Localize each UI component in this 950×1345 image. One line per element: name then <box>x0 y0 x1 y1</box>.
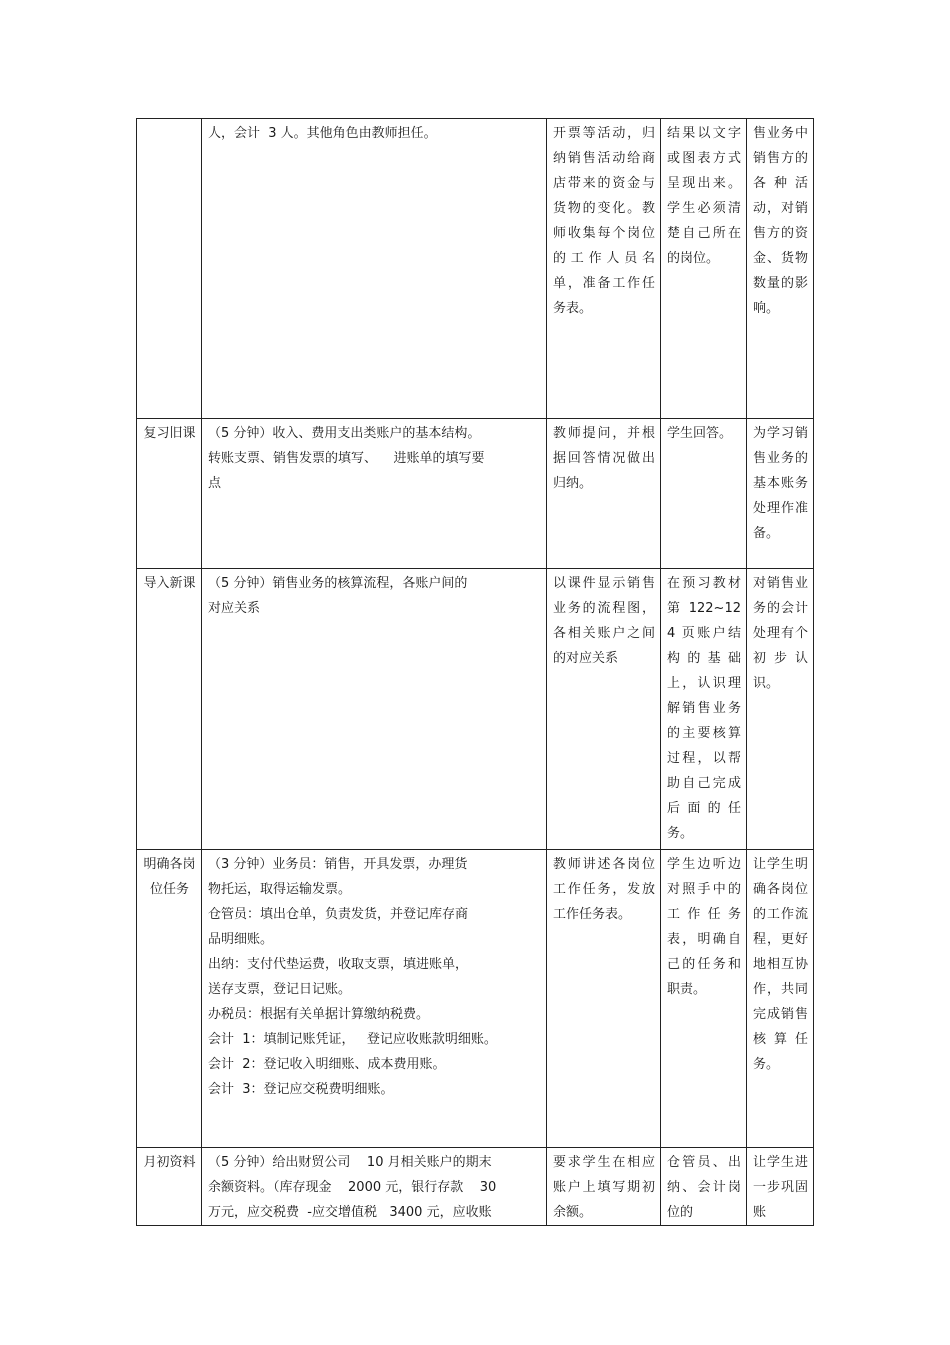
student-activity-cell: 学生边听边对照手中的工作任务表，明确自己的任务和职责。 <box>661 850 747 1148</box>
student-activity-cell: 在预习教材第 122~124 页账户结构的基础上，认识理解销售业务的主要核算过程，以帮助自己完成后面的任务。 <box>661 569 747 850</box>
content-cell <box>202 1148 547 1226</box>
content-line: 会计 1：填制记账凭证， 登记应收账款明细账。 <box>208 1032 497 1047</box>
design-intent-cell: 让学生进一步巩固账 <box>747 1148 814 1226</box>
content-cell <box>202 419 547 569</box>
content-line: 转账支票、销售发票的填写、 进账单的填写要 <box>208 451 485 466</box>
table-row <box>137 569 814 850</box>
content-line: 出纳：支付代垫运费，收取支票，填进账单， <box>208 957 469 972</box>
content-line: （5 分钟）给出财贸公司 10 月相关账户的期末 <box>208 1155 492 1170</box>
content-line: 会计 2：登记收入明细账、成本费用账。 <box>208 1057 446 1072</box>
teacher-activity-cell: 要求学生在相应账户上填写期初余额。 <box>547 1148 661 1226</box>
content-line: 会计 3：登记应交税费明细账。 <box>208 1082 394 1097</box>
table-row <box>137 419 814 569</box>
teacher-activity-cell: 开票等活动，归纳销售活动给商店带来的资金与货物的变化。教师收集每个岗位的工作人员名单，准备工作任务表。 <box>547 119 661 419</box>
student-activity-cell: 学生回答。 <box>661 419 747 569</box>
table-row <box>137 1148 814 1226</box>
content-line: 物托运，取得运输发票。 <box>208 882 352 897</box>
content-line: 送存支票，登记日记账。 <box>208 982 352 997</box>
content-cell <box>202 119 547 419</box>
content-line: 人，会计 3 人。其他角色由教师担任。 <box>208 126 437 141</box>
content-line: 仓管员：填出仓单，负责发货，并登记库存商 <box>208 907 469 922</box>
content-line: 点 <box>208 476 222 491</box>
design-intent-cell: 对销售业务的会计处理有个初步认识。 <box>747 569 814 850</box>
stage-cell: 明确各岗位任务 <box>137 850 202 1148</box>
content-line: （5 分钟）销售业务的核算流程，各账户间的 <box>208 576 468 591</box>
design-intent-cell: 售业务中销售方的各种活动，对销售方的资金、货物数量的影响。 <box>747 119 814 419</box>
content-line: 办税员：根据有关单据计算缴纳税费。 <box>208 1007 430 1022</box>
table-row <box>137 119 814 419</box>
teacher-activity-cell: 教师提问，并根据回答情况做出归纳。 <box>547 419 661 569</box>
table-row <box>137 850 814 1148</box>
content-cell <box>202 850 547 1148</box>
stage-cell: 月初资料 <box>137 1148 202 1226</box>
student-activity-cell: 结果以文字或图表方式呈现出来。学生必须清楚自己所在的岗位。 <box>661 119 747 419</box>
stage-cell: 复习旧课 <box>137 419 202 569</box>
content-line: （5 分钟）收入、费用支出类账户的基本结构。 <box>208 426 481 441</box>
content-cell <box>202 569 547 850</box>
content-line: （3 分钟）业务员：销售，开具发票，办理货 <box>208 857 468 872</box>
content-line: 对应关系 <box>208 601 261 616</box>
teacher-activity-cell: 以课件显示销售业务的流程图，各相关账户之间的对应关系 <box>547 569 661 850</box>
content-line: 品明细账。 <box>208 932 274 947</box>
content-line: 万元，应交税费 -应交增值税 3400 元，应收账 <box>208 1205 492 1220</box>
teacher-activity-cell: 教师讲述各岗位工作任务，发放工作任务表。 <box>547 850 661 1148</box>
content-line: 余额资料。（库存现金 2000 元，银行存款 30 <box>208 1180 497 1195</box>
design-intent-cell: 为学习销售业务的基本账务处理作准备。 <box>747 419 814 569</box>
student-activity-cell: 仓管员、出纳、会计岗位的 <box>661 1148 747 1226</box>
design-intent-cell: 让学生明确各岗位的工作流程，更好地相互协作，共同完成销售核算任务。 <box>747 850 814 1148</box>
stage-cell: 导入新课 <box>137 569 202 850</box>
lesson-plan-table <box>136 118 814 1226</box>
stage-cell <box>137 119 202 419</box>
